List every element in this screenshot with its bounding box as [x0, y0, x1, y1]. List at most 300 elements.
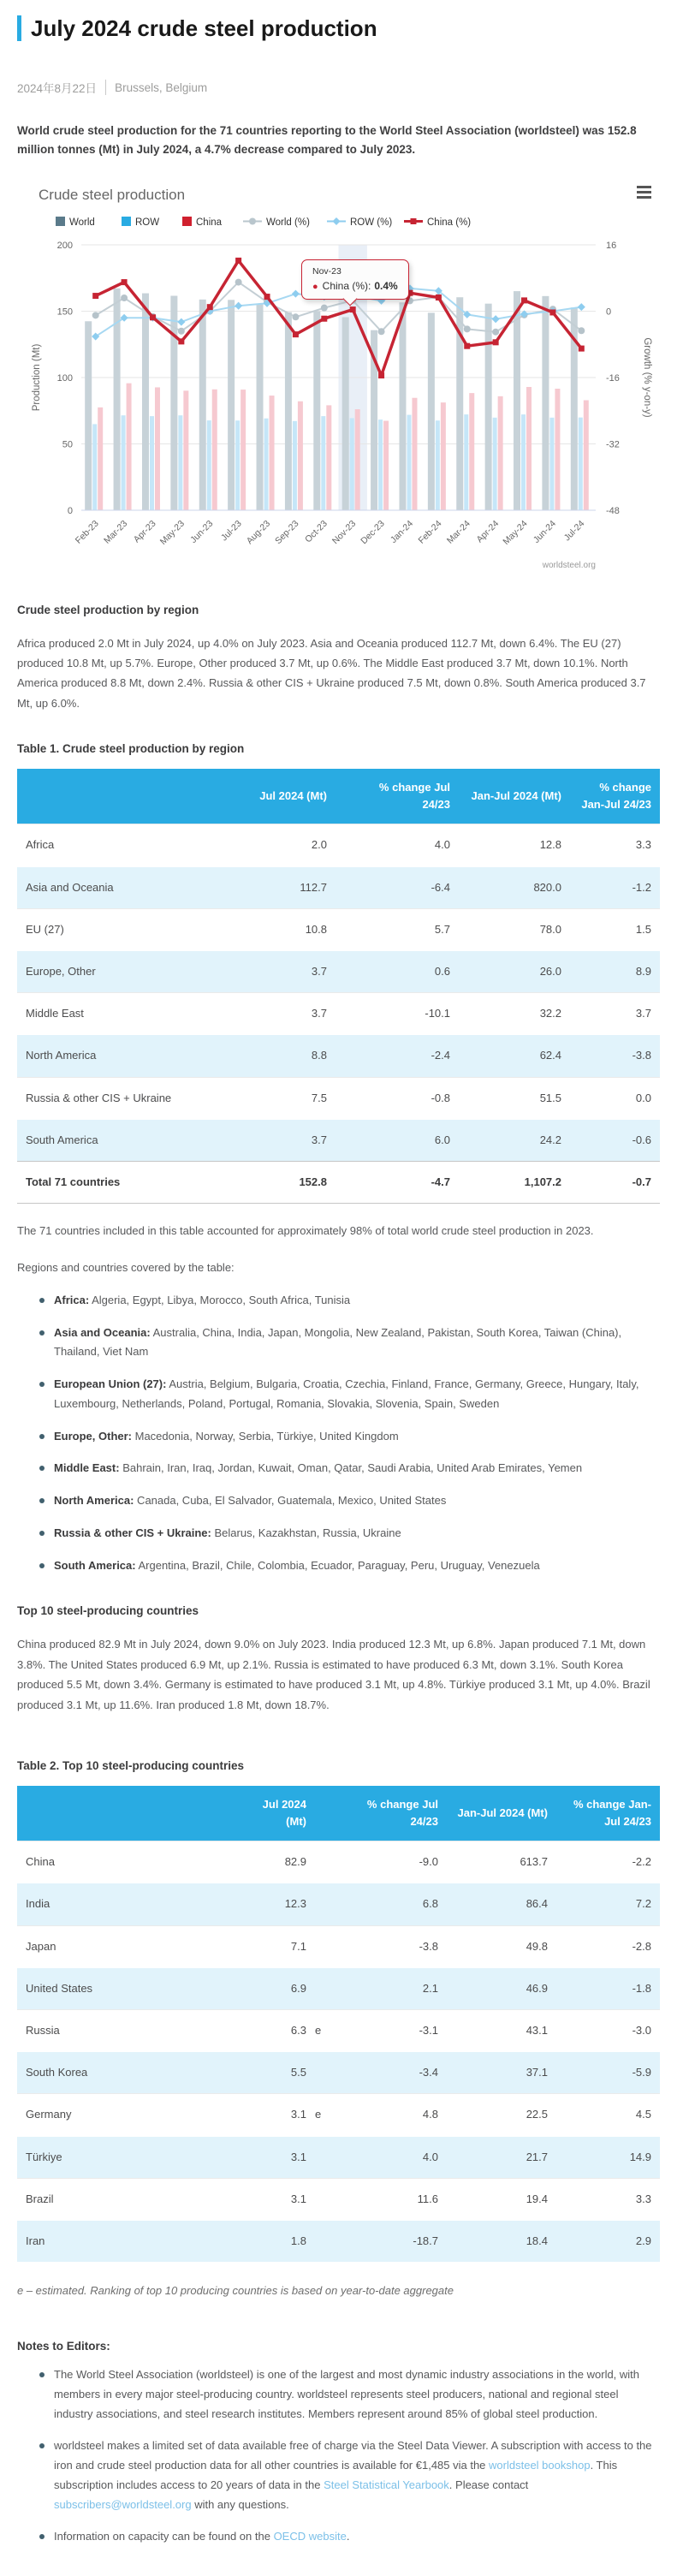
square-marker: [464, 342, 470, 348]
notes-heading: Notes to Editors:: [17, 2340, 110, 2353]
inline-link[interactable]: worldsteel bookshop: [489, 2459, 591, 2472]
right-axis-tick: 0: [606, 306, 612, 318]
cell: 0.0: [570, 1077, 660, 1119]
bar: [241, 390, 246, 510]
cell: [336, 824, 356, 866]
circle-marker: [249, 217, 256, 224]
x-axis-label: Mar-24: [444, 518, 472, 546]
circle-marker: [121, 294, 128, 301]
cell: 37.1: [447, 2052, 556, 2094]
cell: 5.5: [238, 2052, 315, 2094]
chart-context-menu-icon[interactable]: [637, 186, 651, 201]
bar: [526, 387, 532, 510]
left-axis-tick: 50: [62, 439, 73, 450]
cell: 86.4: [447, 1883, 556, 1925]
cell: EU (27): [17, 908, 238, 950]
x-axis-label: May-23: [157, 518, 187, 547]
column-header: [17, 769, 238, 824]
crude-steel-production-chart: [17, 172, 660, 574]
left-axis-tick: 200: [56, 240, 73, 251]
cell: -18.7: [341, 2220, 447, 2262]
x-axis-label: Jul-23: [219, 518, 244, 543]
x-axis-label: Oct-23: [303, 518, 330, 544]
legend-label: ROW (%): [350, 217, 393, 228]
bar: [122, 415, 126, 510]
bar: [399, 302, 406, 510]
square-marker: [436, 294, 442, 300]
bar: [469, 393, 474, 510]
cell: -3.1: [341, 2009, 447, 2051]
cell: 11.6: [341, 2178, 447, 2220]
bar: [485, 303, 492, 509]
inline-link[interactable]: Steel Statistical Yearbook: [324, 2478, 449, 2491]
table-row: [17, 866, 660, 908]
bar: [212, 389, 217, 509]
bar: [155, 387, 160, 510]
bar: [378, 419, 383, 510]
cell: [336, 1077, 356, 1119]
cell: 2.1: [341, 1967, 447, 2009]
cell: -0.6: [570, 1119, 660, 1161]
table-row: [17, 1035, 660, 1077]
cell: 6.0: [356, 1119, 459, 1161]
cell: -3.0: [556, 2009, 660, 2051]
column-header: Jan-Jul 2024 (Mt): [447, 1786, 556, 1841]
square-marker: [378, 372, 384, 378]
column-header: % change Jul 24/23: [356, 769, 459, 824]
bar: [142, 293, 149, 509]
bar: [85, 321, 92, 510]
bar: [498, 396, 503, 509]
bar: [407, 414, 411, 509]
x-axis-label: Jun-23: [188, 518, 216, 545]
region-country-list: [17, 1291, 660, 1576]
cell: -1.8: [556, 1967, 660, 2009]
series-dot-icon: ●: [312, 281, 318, 292]
cell: 820.0: [459, 866, 570, 908]
publish-date: 2024年8月22日: [17, 82, 98, 95]
cell: Russia: [17, 2009, 238, 2051]
legend-label: World (%): [266, 217, 310, 228]
cell: -10.1: [356, 993, 459, 1035]
cell: Russia & other CIS + Ukraine: [17, 1077, 238, 1119]
circle-marker: [378, 328, 385, 335]
cell: e: [315, 2094, 341, 2136]
x-axis-label: Feb-23: [73, 518, 101, 546]
cell: 7.5: [238, 1077, 336, 1119]
bar: [98, 407, 103, 509]
cell: -3.4: [341, 2052, 447, 2094]
cell: 1.8: [238, 2220, 315, 2262]
table-total-row: [17, 1161, 660, 1203]
region-list-item: Africa: Algeria, Egypt, Libya, Morocco, South Africa, Tunisia: [39, 1291, 660, 1311]
cell: 4.0: [356, 824, 459, 866]
chart-legend: [56, 217, 471, 228]
cell: -2.4: [356, 1035, 459, 1077]
dateline: [17, 79, 660, 96]
region-list-item: Asia and Oceania: Australia, China, India, Japan, Mongolia, New Zealand, Pakistan, South Korea, Taiwan (China), Thailand, Viet Nam: [39, 1324, 660, 1363]
cell: -0.7: [570, 1161, 660, 1203]
cell: Middle East: [17, 993, 238, 1035]
table1-caption: Table 1. Crude steel production by region: [17, 742, 245, 756]
tooltip-month: Nov-23: [312, 265, 341, 277]
cell: 3.7: [570, 993, 660, 1035]
legend-swatch: [56, 217, 65, 226]
bar: [412, 397, 417, 509]
square-marker: [207, 304, 213, 310]
cell: -1.2: [570, 866, 660, 908]
bars-row[interactable]: [92, 414, 583, 510]
region-paragraph: Africa produced 2.0 Mt in July 2024, up 4.0% on July 2023. Asia and Oceania produced 112.7 Mt, down 6.4%. The EU (27) produced 10.8 Mt, up 5.7%. Europe, Other produced 3.7 Mt, up 0.6%. The Middle East produced 3.7 Mt, down 10.1%. North America produced 8.8 Mt, down 2.4%. Russia & other CIS + Ukraine produced 7.5 Mt, down 0.8%. South America produced 3.7 Mt, up 6.0%.: [17, 636, 646, 710]
region-list-item: European Union (27): Austria, Belgium, Bulgaria, Croatia, Czechia, Finland, France, Germany, Greece, Hungary, Italy, Luxembourg, Netherlands, Poland, Portugal, Romania, Slovakia, Slovenia, Spain, Sweden: [39, 1375, 660, 1414]
bar: [342, 317, 349, 510]
column-header: Jul 2024 (Mt): [238, 769, 336, 824]
square-marker: [293, 331, 299, 337]
intro-paragraph: World crude steel production for the 71 countries reporting to the World Steel Association (worldsteel) was 152.8 million tonnes (Mt) in July 2024, a 4.7% decrease compared to July 2023.: [17, 124, 637, 157]
bar: [228, 300, 235, 510]
legend-label: China (%): [427, 217, 472, 228]
region-list-item: South America: Argentina, Brazil, Chile, Colombia, Ecuador, Paraguay, Peru, Uruguay, Venezuela: [39, 1556, 660, 1576]
cell: 3.3: [570, 824, 660, 866]
bar: [285, 312, 292, 509]
bar: [579, 417, 583, 509]
square-marker: [264, 294, 270, 300]
bar: [270, 396, 275, 510]
table-row: [17, 2052, 660, 2094]
left-axis-tick: 150: [56, 306, 73, 318]
cell: [336, 950, 356, 992]
square-marker: [150, 314, 156, 320]
cell: North America: [17, 1035, 238, 1077]
cell: 3.3: [556, 2178, 660, 2220]
cell: China: [17, 1841, 238, 1883]
square-marker: [411, 218, 417, 224]
bar: [428, 312, 435, 510]
diamond-marker: [235, 301, 242, 309]
cell: 8.9: [570, 950, 660, 992]
cell: [315, 2178, 341, 2220]
inline-link[interactable]: OECD website: [273, 2530, 347, 2543]
cell: 51.5: [459, 1077, 570, 1119]
cell: 6.3: [238, 2009, 315, 2051]
legend-label: World: [69, 217, 95, 228]
circle-marker: [292, 313, 299, 320]
cell: India: [17, 1883, 238, 1925]
left-axis-tick: 100: [56, 372, 73, 384]
square-marker: [350, 306, 356, 312]
left-axis-title: Production (Mt): [32, 343, 42, 411]
note-item: worldsteel makes a limited set of data available free of charge via the Steel Data Viewer. A subscription with access to the iron and crude steel production data for all other countries is available for €1,485 via the worldsteel bookshop. This subscription includes access to 20 years of data in the Steel Statistical Yearbook. Please contact subscribers@worldsteel.org with any questions.: [39, 2436, 660, 2514]
notes-list: [17, 2365, 660, 2547]
cell: 1.5: [570, 908, 660, 950]
cell: [336, 993, 356, 1035]
diamond-marker: [578, 303, 585, 311]
cell: 22.5: [447, 2094, 556, 2136]
bar: [383, 420, 389, 509]
bar: [584, 400, 589, 509]
left-axis-tick: 0: [67, 505, 73, 516]
cell: 12.8: [459, 824, 570, 866]
x-axis-label: Mar-23: [102, 518, 130, 546]
region-production-table: [17, 769, 660, 1204]
circle-marker: [321, 304, 328, 311]
cell: 4.0: [341, 2136, 447, 2178]
cell: 3.7: [238, 1119, 336, 1161]
x-axis-label: Sep-23: [273, 518, 301, 546]
cell: 78.0: [459, 908, 570, 950]
x-axis-label: Aug-23: [244, 518, 273, 546]
cell: 6.8: [341, 1883, 447, 1925]
bar: [350, 418, 354, 510]
column-header: % change Jan-Jul 24/23: [556, 1786, 660, 1841]
cell: [315, 1841, 341, 1883]
cell: United States: [17, 1967, 238, 2009]
circle-marker: [578, 327, 585, 334]
column-header: Jul 2024 (Mt): [238, 1786, 315, 1841]
table-row: [17, 1925, 660, 1967]
region-section-heading: Crude steel production by region: [17, 603, 199, 616]
bar: [313, 311, 320, 510]
date-divider: [105, 80, 106, 95]
bar: [264, 418, 269, 509]
bar: [355, 409, 360, 510]
cell: 152.8: [238, 1161, 336, 1203]
bar: [514, 291, 520, 510]
cell: Total 71 countries: [17, 1161, 238, 1203]
square-marker: [92, 293, 98, 299]
cell: -4.7: [356, 1161, 459, 1203]
cell: 3.1: [238, 2094, 315, 2136]
cell: 2.0: [238, 824, 336, 866]
cell: 3.7: [238, 993, 336, 1035]
table-row: [17, 1119, 660, 1161]
cell: 21.7: [447, 2136, 556, 2178]
bar: [127, 383, 132, 509]
diamond-marker: [332, 217, 340, 225]
cell: [315, 1967, 341, 2009]
cell: 7.1: [238, 1925, 315, 1967]
note-item: The World Steel Association (worldsteel) is one of the largest and most dynamic industry associations in the world, with members in every major steel-producing country. worldsteel represents steel producers, national and regional steel industry associations, and steel research institutes. Members represent around 85% of global steel production.: [39, 2365, 660, 2424]
square-marker: [521, 297, 527, 303]
circle-marker: [92, 312, 99, 318]
bar: [321, 416, 325, 510]
inline-link[interactable]: subscribers@worldsteel.org: [54, 2497, 192, 2511]
x-axis-label: Nov-23: [330, 518, 359, 546]
cell: 82.9: [238, 1841, 315, 1883]
table-row: [17, 1883, 660, 1925]
cell: -3.8: [570, 1035, 660, 1077]
table-row: [17, 824, 660, 866]
square-marker: [235, 257, 241, 263]
bar: [549, 417, 554, 509]
table-row: [17, 1077, 660, 1119]
bar: [293, 420, 297, 509]
cell: 62.4: [459, 1035, 570, 1077]
publish-location: Brussels, Belgium: [115, 80, 208, 94]
legend-swatch: [182, 217, 192, 226]
cell: 12.3: [238, 1883, 315, 1925]
cell: 24.2: [459, 1119, 570, 1161]
cell: Japan: [17, 1925, 238, 1967]
note-item: Information on capacity can be found on the OECD website.: [39, 2527, 660, 2547]
bar: [464, 414, 468, 510]
cell: South America: [17, 1119, 238, 1161]
cell: -6.4: [356, 866, 459, 908]
bar: [326, 405, 331, 510]
tooltip-series-label: China (%):: [322, 279, 371, 292]
cell: 32.2: [459, 993, 570, 1035]
cell: [336, 1119, 356, 1161]
table-row: [17, 2136, 660, 2178]
cell: 613.7: [447, 1841, 556, 1883]
cell: -9.0: [341, 1841, 447, 1883]
cell: 49.8: [447, 1925, 556, 1967]
cell: 3.7: [238, 950, 336, 992]
cell: 14.9: [556, 2136, 660, 2178]
bar: [257, 303, 264, 509]
cell: 112.7: [238, 866, 336, 908]
chart-credit: worldsteel.org: [542, 560, 596, 570]
legend-swatch: [122, 217, 131, 226]
cell: [315, 2220, 341, 2262]
diamond-marker: [492, 315, 500, 323]
circle-marker: [235, 278, 242, 285]
cell: 10.8: [238, 908, 336, 950]
chart-title: Crude steel production: [39, 186, 186, 203]
right-axis-tick: -48: [606, 505, 620, 516]
tooltip-value-row: [312, 280, 398, 292]
x-axis-label: Jan-24: [388, 518, 416, 545]
region-list-item: Middle East: Bahrain, Iran, Iraq, Jordan, Kuwait, Oman, Qatar, Saudi Arabia, United Arab Emirates, Yemen: [39, 1459, 660, 1478]
chart-tooltip: [301, 259, 409, 300]
legend-label: ROW: [135, 217, 160, 228]
bar: [521, 414, 526, 510]
cell: 4.8: [341, 2094, 447, 2136]
column-header: % change Jan-Jul 24/23: [570, 769, 660, 824]
top10-countries-table: [17, 1786, 660, 2262]
bar: [150, 416, 154, 510]
cell: [315, 1883, 341, 1925]
x-axis-label: Jul-24: [561, 518, 587, 543]
cell: 1,107.2: [459, 1161, 570, 1203]
bar: [178, 415, 182, 510]
cell: 0.6: [356, 950, 459, 992]
cell: 19.4: [447, 2178, 556, 2220]
square-marker: [493, 339, 499, 345]
cell: 6.9: [238, 1967, 315, 2009]
top10-paragraph: China produced 82.9 Mt in July 2024, down 9.0% on July 2023. India produced 12.3 Mt, up 6.8%. Japan produced 7.1 Mt, down 3.8%. The United States produced 6.9 Mt, up 2.1%. Russia is estimated to have produced 6.3 Mt, down 3.1%. South Korea produced 5.5 Mt, down 3.4%. Germany is estimated to have produced 3.1 Mt, up 4.8%. Türkiye produced 3.1 Mt, up 4.0%. Brazil produced 3.1 Mt, up 11.6%. Iran produced 1.8 Mt, down 18.7%.: [17, 1638, 650, 1711]
cell: [315, 2052, 341, 2094]
bar: [92, 424, 97, 510]
table-row: [17, 2009, 660, 2051]
cell: 7.2: [556, 1883, 660, 1925]
table-row: [17, 993, 660, 1035]
cell: 18.4: [447, 2220, 556, 2262]
bar: [235, 420, 240, 510]
right-axis-tick: -32: [606, 439, 620, 450]
bar: [436, 420, 440, 510]
cell: Brazil: [17, 2178, 238, 2220]
cell: [315, 1925, 341, 1967]
table-row: [17, 2220, 660, 2262]
bar: [493, 417, 497, 509]
right-axis-title: Growth (% y-on-y): [642, 336, 652, 418]
regions-intro: Regions and countries covered by the table:: [17, 1261, 235, 1275]
cell: Asia and Oceania: [17, 866, 238, 908]
cell: 46.9: [447, 1967, 556, 2009]
table-row: [17, 908, 660, 950]
diamond-marker: [177, 318, 185, 325]
circle-marker: [464, 325, 471, 332]
x-axis-label: Apr-24: [474, 518, 502, 544]
cell: 5.7: [356, 908, 459, 950]
region-list-item: Europe, Other: Macedonia, Norway, Serbia, Türkiye, United Kingdom: [39, 1427, 660, 1447]
tooltip-value: 0.4%: [374, 279, 398, 292]
cell: -0.8: [356, 1077, 459, 1119]
square-marker: [549, 309, 555, 315]
table-row: [17, 2178, 660, 2220]
page-title-row: [17, 15, 660, 41]
cell: 43.1: [447, 2009, 556, 2051]
column-header: [336, 769, 356, 824]
title-accent-bar: [17, 15, 21, 41]
bar: [298, 401, 303, 509]
bar: [555, 389, 560, 510]
x-axis-label: Jun-24: [531, 518, 559, 545]
cell: 3.1: [238, 2178, 315, 2220]
square-marker: [178, 338, 184, 344]
cell: Germany: [17, 2094, 238, 2136]
square-marker: [321, 315, 327, 321]
cell: [336, 1035, 356, 1077]
x-axis-label: May-24: [501, 518, 530, 547]
circle-marker: [178, 327, 185, 334]
cell: Europe, Other: [17, 950, 238, 992]
cell: Africa: [17, 824, 238, 866]
bar: [199, 299, 206, 509]
bar: [183, 390, 188, 510]
bar: [441, 402, 446, 510]
x-axis-label: Dec-23: [359, 518, 387, 546]
circle-marker: [492, 328, 499, 335]
cell: 4.5: [556, 2094, 660, 2136]
cell: [315, 2136, 341, 2178]
cell: 2.9: [556, 2220, 660, 2262]
region-list-item: Russia & other CIS + Ukraine: Belarus, Kazakhstan, Russia, Ukraine: [39, 1524, 660, 1544]
column-header: Jan-Jul 2024 (Mt): [459, 769, 570, 824]
cell: -5.9: [556, 2052, 660, 2094]
square-marker: [122, 279, 128, 285]
table-row: [17, 1967, 660, 2009]
region-list-item: North America: Canada, Cuba, El Salvador, Guatemala, Mexico, United States: [39, 1491, 660, 1511]
cell: [336, 1161, 356, 1203]
column-header: [315, 1786, 341, 1841]
cell: Türkiye: [17, 2136, 238, 2178]
cell: 26.0: [459, 950, 570, 992]
square-marker: [579, 345, 585, 351]
top10-heading: Top 10 steel-producing countries: [17, 1604, 199, 1618]
legend-label: China: [196, 217, 223, 228]
right-axis-tick: -16: [606, 372, 620, 384]
bar: [207, 420, 211, 510]
table-row: [17, 1841, 660, 1883]
cell: -2.2: [556, 1841, 660, 1883]
diamond-marker: [292, 289, 300, 297]
cell: South Korea: [17, 2052, 238, 2094]
estimated-footnote: e – estimated. Ranking of top 10 producing countries is based on year-to-date aggregate: [17, 2284, 454, 2298]
right-axis-tick: 16: [606, 240, 617, 251]
production-chart-svg[interactable]: [17, 172, 660, 574]
